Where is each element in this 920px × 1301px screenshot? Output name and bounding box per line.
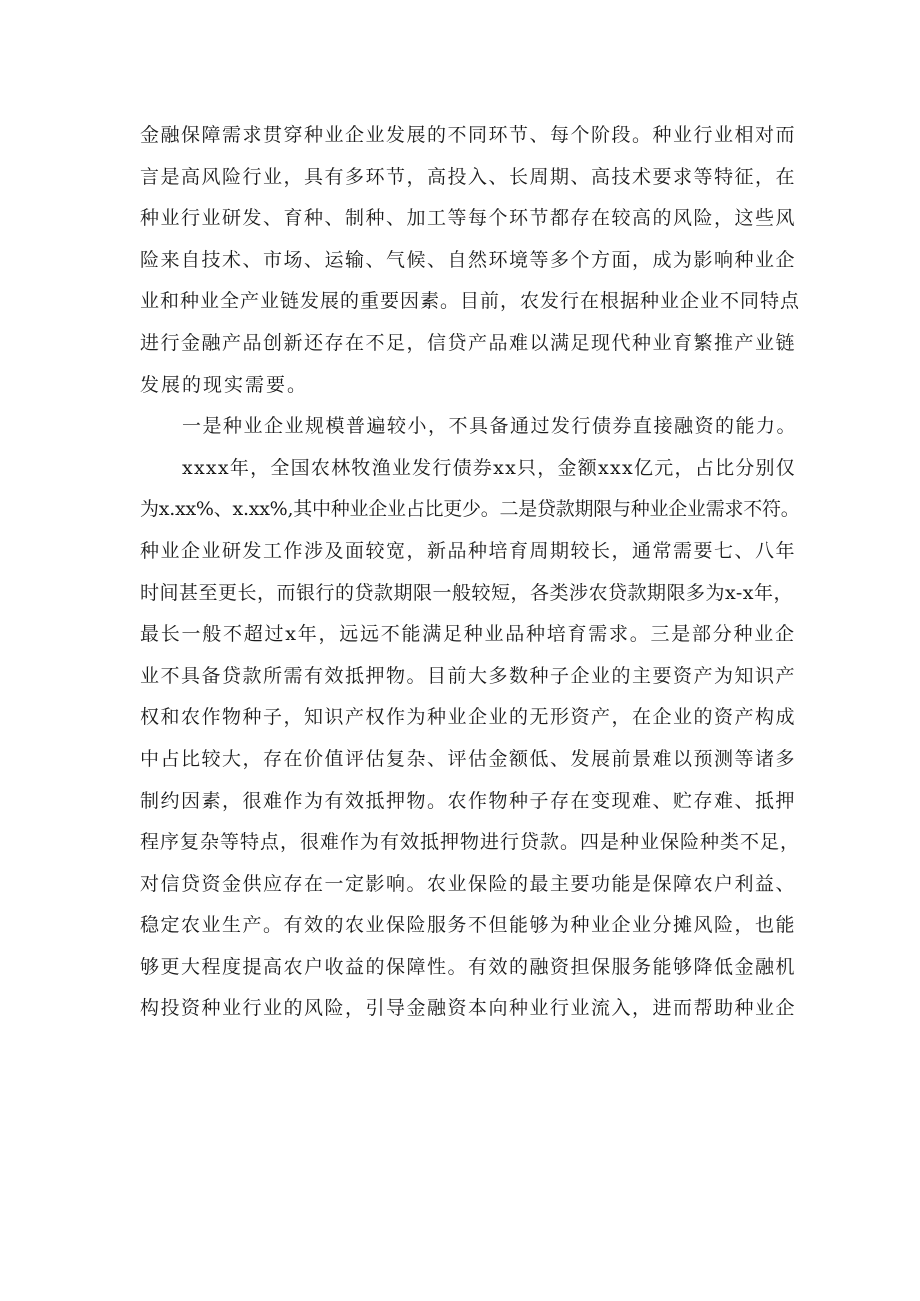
body-text [140,115,800,1030]
text-line: 权和农作物种子，知识产权作为种业企业的无形资产，在企业的资产构成 [140,706,797,729]
text-line: 种业行业研发、育种、制种、加工等每个环节都存在较高的风险，这些风 [140,207,797,230]
text-line: 时间甚至更长，而银行的贷款期限一般较短，各类涉农贷款期限多为x-x年， [140,581,794,604]
text-line: 稳定农业生产。有效的农业保险服务不但能够为种业企业分摊风险，也能 [140,914,797,937]
text-line: 业不具备贷款所需有效抵押物。目前大多数种子企业的主要资产为知识产 [140,664,797,687]
text-line: 业和种业全产业链发展的重要因素。目前，农发行在根据种业企业不同特点 [140,290,801,313]
text-line: xxxx年，全国农林牧渔业发行债券xx只，金额xxx亿元，占比分别仅 [182,456,796,479]
text-line: 金融保障需求贯穿种业企业发展的不同环节、每个阶段。种业行业相对而 [140,124,797,146]
text-line: 程序复杂等特点，很难作为有效抵押物进行贷款。四是种业保险种类不足， [140,831,801,854]
text-line: 为x.xx%、x.xx%,其中种业企业占比更少。二是贷款期限与种业企业需求不符。 [140,498,800,521]
text-line: 险来自技术、市场、运输、气候、自然环境等多个方面，成为影响种业企 [140,248,797,271]
text-line: 制约因素，很难作为有效抵押物。农作物种子存在变现难、贮存难、抵押 [140,789,797,812]
text-line: 一是种业企业规模普遍较小，不具备通过发行债券直接融资的能力。 [182,415,798,438]
text-line: 够更大程度提高农户收益的保障性。有效的融资担保服务能够降低金融机 [140,955,797,978]
text-line: 种业企业研发工作涉及面较宽，新品种培育周期较长，通常需要七、八年 [140,539,797,562]
text-line: 最长一般不超过x年，远远不能满足种业品种培育需求。三是部分种业企 [140,623,796,646]
text-line: 构投资种业行业的风险，引导金融资本向种业行业流入，进而帮助种业企 [140,997,797,1020]
text-line: 对信贷资金供应存在一定影响。农业保险的最主要功能是保障农户利益、 [140,872,797,895]
text-line: 进行金融产品创新还存在不足，信贷产品难以满足现代种业育繁推产业链 [140,331,797,354]
text-line: 发展的现实需要。 [140,373,309,396]
text-line: 言是高风险行业，具有多环节，高投入、长周期、高技术要求等特征，在 [140,165,797,188]
text-line: 中占比较大，存在价值评估复杂、评估金额低、发展前景难以预测等诸多 [140,747,797,770]
